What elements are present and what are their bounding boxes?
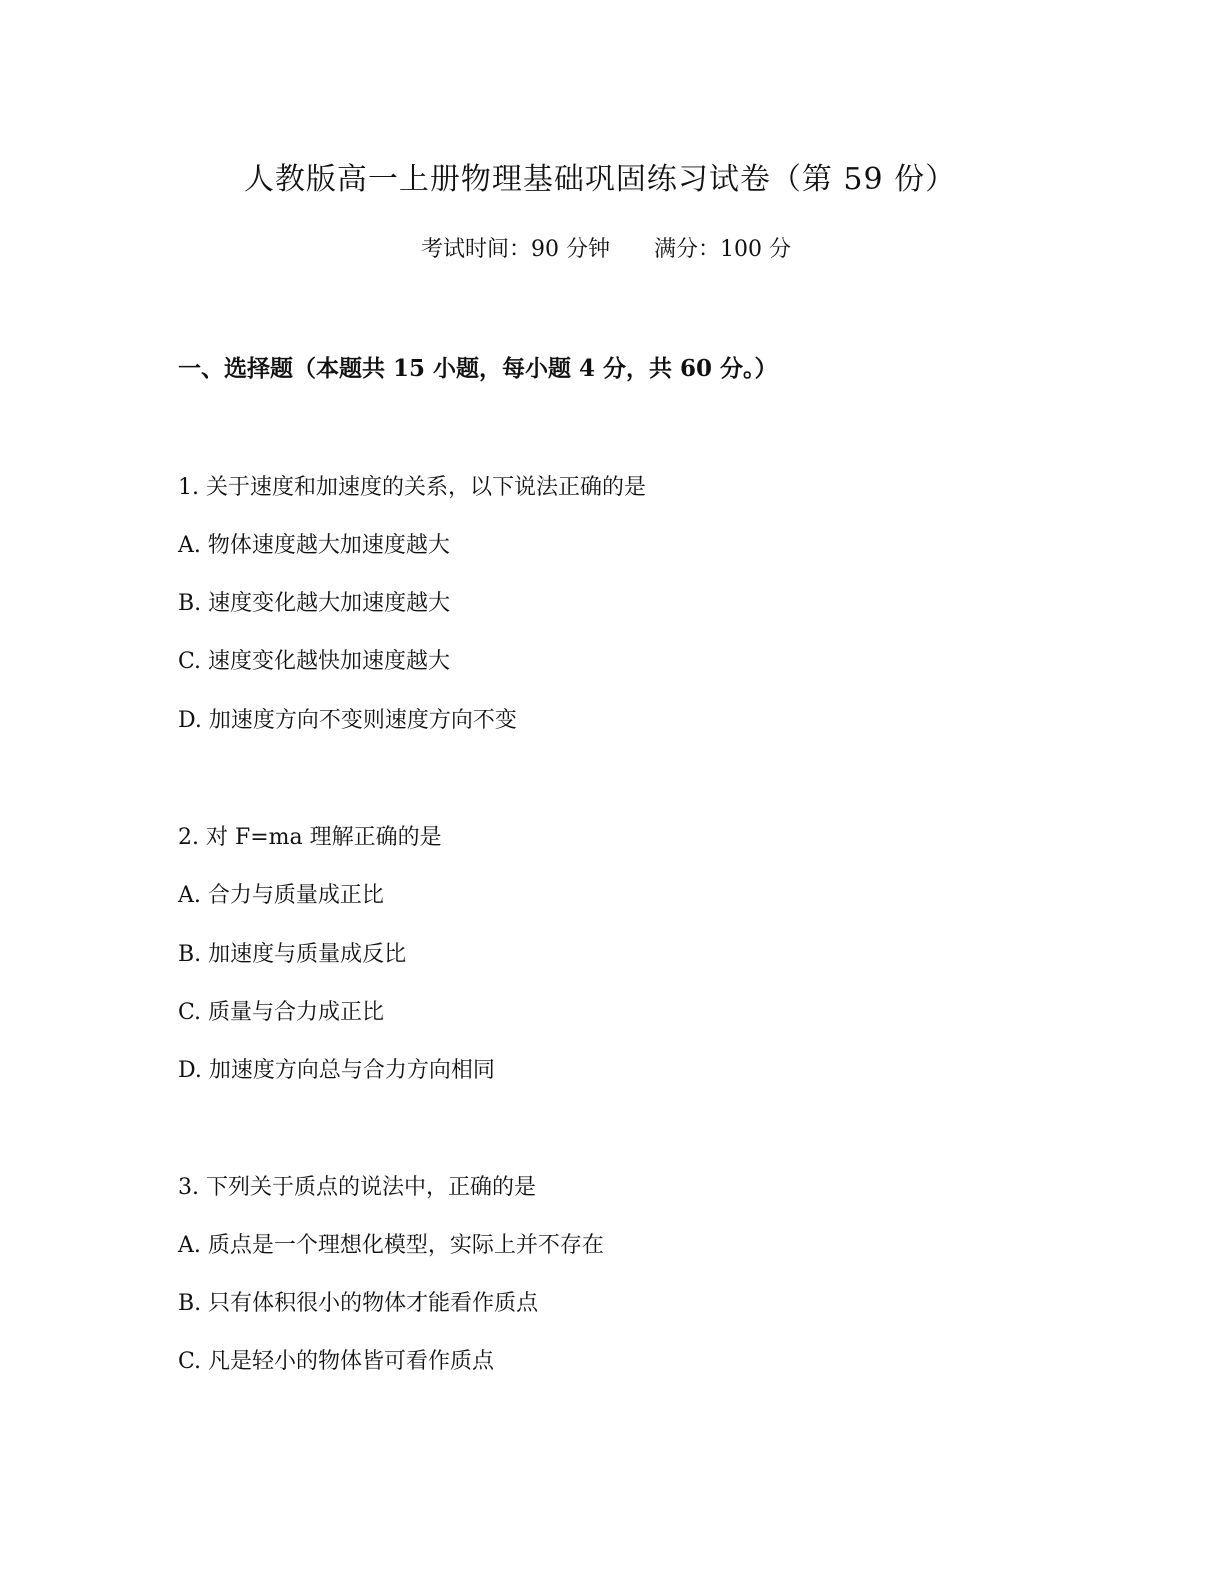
exam-time: 考试时间：90 分钟 bbox=[421, 237, 610, 262]
question-3-option-b: B. 只有体积很小的物体才能看作质点 bbox=[178, 1291, 539, 1316]
question-1-option-b: B. 速度变化越大加速度越大 bbox=[178, 591, 451, 616]
document-title: 人教版高一上册物理基础巩固练习试卷（第 59 份） bbox=[243, 162, 957, 197]
question-2-option-a: A. 合力与质量成正比 bbox=[178, 883, 384, 908]
question-2-option-c: C. 质量与合力成正比 bbox=[178, 1000, 385, 1025]
section-heading: 一、选择题（本题共 15 小题，每小题 4 分，共 60 分。） bbox=[178, 355, 778, 382]
question-1-option-a: A. 物体速度越大加速度越大 bbox=[178, 533, 450, 558]
question-1-option-c: C. 速度变化越快加速度越大 bbox=[178, 649, 451, 674]
full-score: 满分：100 分 bbox=[654, 237, 791, 262]
question-2-stem: 2. 对 F=ma 理解正确的是 bbox=[178, 825, 442, 850]
question-2-option-b: B. 加速度与质量成反比 bbox=[178, 942, 407, 967]
question-3-option-a: A. 质点是一个理想化模型，实际上并不存在 bbox=[178, 1233, 604, 1258]
question-1-stem: 1. 关于速度和加速度的关系，以下说法正确的是 bbox=[178, 475, 646, 500]
question-2-option-d: D. 加速度方向总与合力方向相同 bbox=[178, 1058, 495, 1083]
question-3-option-c: C. 凡是轻小的物体皆可看作质点 bbox=[178, 1349, 495, 1374]
question-3-stem: 3. 下列关于质点的说法中，正确的是 bbox=[178, 1175, 536, 1200]
exam-info bbox=[0, 234, 1212, 266]
question-1-option-d: D. 加速度方向不变则速度方向不变 bbox=[178, 708, 517, 733]
